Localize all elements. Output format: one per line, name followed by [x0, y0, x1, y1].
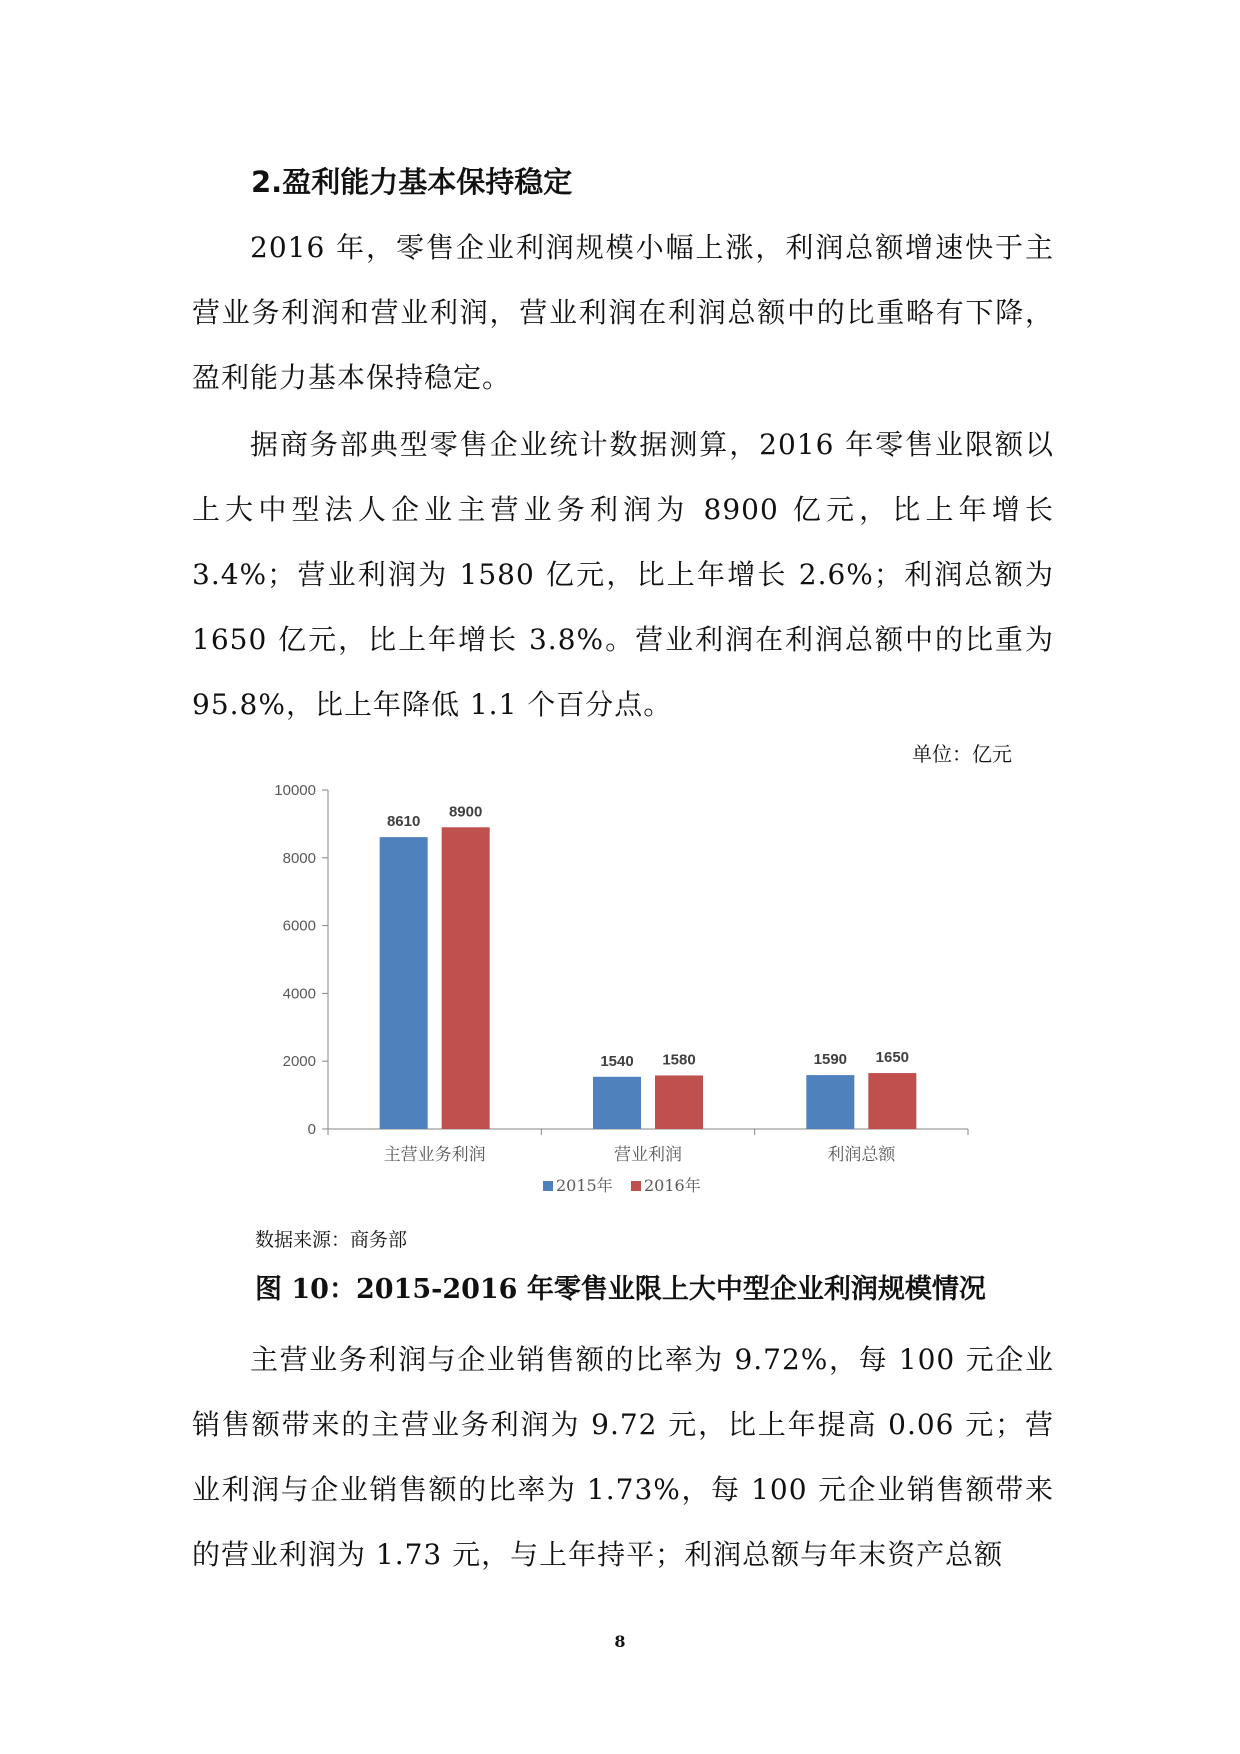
paragraph-2: 据商务部典型零售企业统计数据测算，2016 年零售业限额以上大中型法人企业主营业务利润为 8900 亿元，比上年增长 3.4%；营业利润为 1580 亿元，比上年增长 2.6%；利润总额为 1650 亿元，比上年增长 3.8%。营业利润在利润总额中的比重为 95.8%，比上年降低 1.1 个百分点。 — [192, 428, 1054, 721]
bar — [655, 1075, 703, 1129]
y-tick-labels — [274, 782, 316, 1138]
y-tick-label: 8000 — [282, 849, 316, 867]
profit-bar-chart — [238, 772, 978, 1212]
chart-bars — [380, 827, 917, 1129]
category-label: 利润总额 — [827, 1145, 896, 1165]
category-label: 主营业务利润 — [383, 1145, 486, 1165]
y-tick-label: 6000 — [282, 917, 316, 935]
bar — [380, 837, 428, 1129]
unit-label: 单位：亿元 — [912, 742, 1012, 766]
data-label: 1650 — [875, 1049, 910, 1067]
category-label: 营业利润 — [614, 1145, 682, 1165]
page-number: 8 — [614, 1632, 626, 1651]
section-heading: 2.盈利能力基本保持稳定 — [251, 165, 573, 199]
bar — [806, 1075, 854, 1129]
y-tick-label: 4000 — [282, 985, 316, 1003]
data-source: 数据来源：商务部 — [255, 1229, 408, 1251]
paragraph-1: 2016 年，零售企业利润规模小幅上涨，利润总额增速快于主营业务利润和营业利润，营业利润在利润总额中的比重略有下降，盈利能力基本保持稳定。 — [192, 231, 1054, 394]
y-tick-label: 0 — [307, 1121, 316, 1138]
bar — [868, 1073, 916, 1129]
data-label: 8610 — [386, 813, 421, 831]
legend-label: 2016年 — [644, 1176, 701, 1195]
legend-swatch — [543, 1181, 553, 1191]
paragraph-3: 主营业务利润与企业销售额的比率为 9.72%，每 100 元企业销售额带来的主营业务利润为 9.72 元，比上年提高 0.06 元；营业利润与企业销售额的比率为 1.73%，每 100 元企业销售额带来的营业利润为 1.73 元，与上年持平；利润总额与年末资产总额 — [192, 1343, 1054, 1571]
legend-swatch — [631, 1181, 641, 1191]
legend-label: 2015年 — [556, 1176, 613, 1195]
bar — [442, 827, 490, 1129]
chart-legend — [543, 1176, 701, 1195]
y-tick-label: 10000 — [274, 782, 316, 799]
data-label: 1540 — [600, 1052, 634, 1070]
y-tick-label: 2000 — [282, 1053, 316, 1071]
category-labels — [384, 1145, 897, 1165]
data-label: 1590 — [813, 1051, 848, 1069]
figure-caption: 图 10：2015-2016 年零售业限上大中型企业利润规模情况 — [255, 1274, 986, 1305]
data-label: 1580 — [662, 1051, 696, 1069]
data-label: 8900 — [448, 803, 483, 821]
bar — [593, 1077, 641, 1129]
